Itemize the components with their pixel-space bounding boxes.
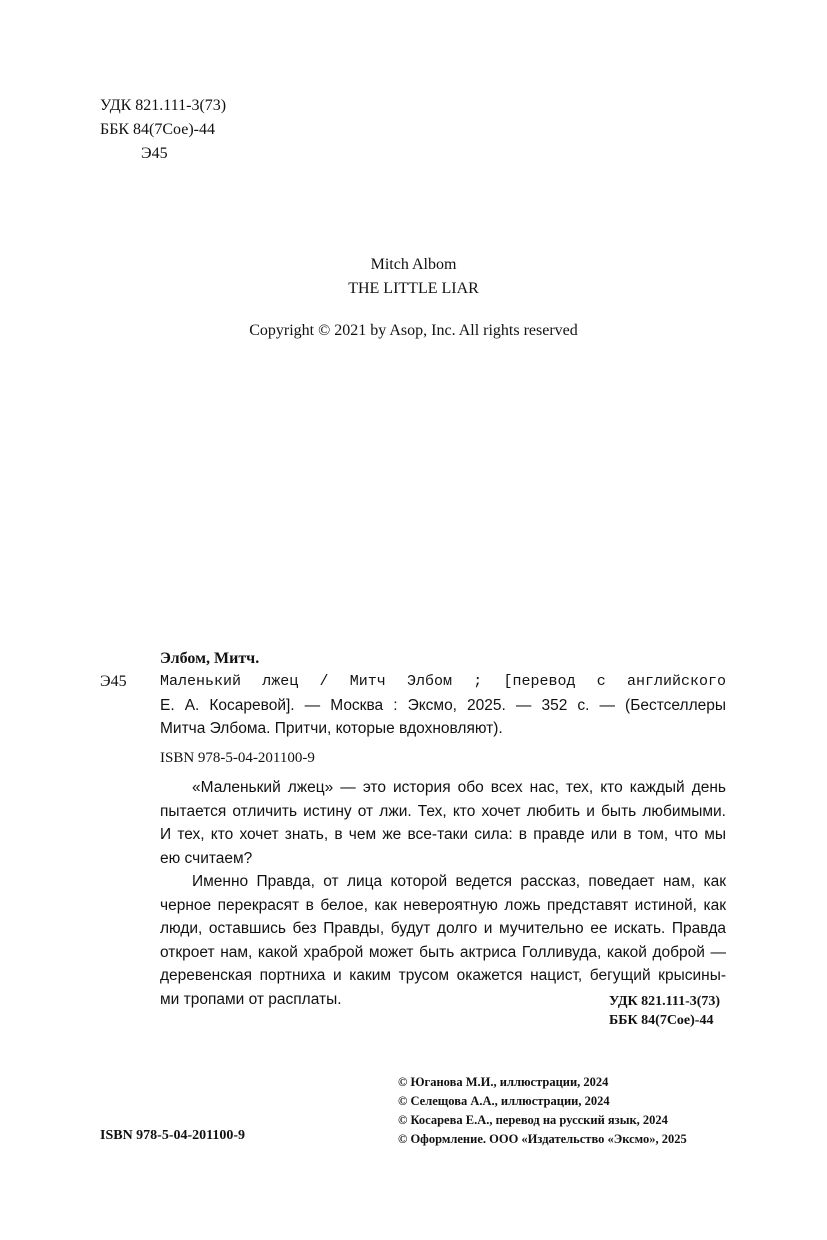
bib-line: Е. А. Косаревой]. — Москва : Эксмо, 2025. — 352 с. — (Бестселлеры bbox=[160, 696, 726, 714]
udk-code-bottom: УДК 821.111-3(73) bbox=[609, 994, 721, 1009]
original-copyright: Copyright © 2021 by Asop, Inc. All rights reserved bbox=[249, 322, 578, 339]
author-mark-top: Э45 bbox=[141, 145, 168, 162]
annotation-line: откроет нам, какой храброй может быть актриса Голливуда, какой доброй — bbox=[160, 943, 726, 961]
annotation-line: «Маленький лжец» — это история обо всех нас, тех, кто каждый день bbox=[192, 779, 726, 796]
annotation-line: черное перекрасят в белое, как невероятную ложь представят истиной, как bbox=[160, 896, 726, 914]
copyright-line: © Юганова М.И., иллюстрации, 2024 bbox=[398, 1075, 609, 1089]
annotation-paragraph-2 bbox=[160, 870, 726, 1011]
copyright-line: © Оформление. ООО «Издательство «Эксмо», 2025 bbox=[398, 1132, 687, 1146]
author-heading: Элбом, Митч. bbox=[160, 650, 260, 667]
isbn-record: ISBN 978-5-04-201100-9 bbox=[160, 750, 315, 766]
bibliographic-description bbox=[160, 670, 726, 741]
bbk-code-bottom: ББК 84(7Сое)-44 bbox=[609, 1013, 714, 1028]
copyright-list bbox=[398, 1073, 687, 1149]
annotation-line: люди, оставшись без Правды, будут долго и мучительно ее искать. Правда bbox=[160, 920, 726, 937]
original-author: Mitch Albom bbox=[370, 256, 457, 273]
annotation-line: Именно Правда, от лица которой ведется рассказ, поведает нам, как bbox=[192, 873, 726, 890]
annotation-line: деревенская портниха и каким трусом окажется нацист, бегущий крысины- bbox=[160, 967, 726, 984]
annotation-paragraph-1 bbox=[160, 776, 726, 870]
annotation-line: ми тропами от расплаты. bbox=[160, 990, 342, 1008]
isbn-footer: ISBN 978-5-04-201100-9 bbox=[100, 1128, 246, 1143]
author-mark: Э45 bbox=[100, 673, 127, 690]
udk-code-top: УДК 821.111-3(73) bbox=[100, 97, 227, 114]
copyright-line: © Косарева Е.А., перевод на русский язык, 2024 bbox=[398, 1113, 668, 1127]
bib-line: Митча Элбома. Притчи, которые вдохновляют). bbox=[160, 720, 503, 737]
annotation-line: пытается отличить истину от лжи. Тех, кто хочет любить и быть любимыми. bbox=[160, 802, 726, 820]
annotation-line: И тех, кто хочет знать, в чем же все-таки сила: в правде или в том, что мы bbox=[160, 826, 726, 843]
copyright-line: © Селещова А.А., иллюстрации, 2024 bbox=[398, 1094, 610, 1108]
bbk-code-top: ББК 84(7Сое)-44 bbox=[100, 121, 215, 138]
original-title: THE LITTLE LIAR bbox=[348, 280, 479, 297]
bib-line: Маленький лжец / Митч Элбом ; [перевод с английского bbox=[160, 673, 726, 690]
annotation-line: ею считаем? bbox=[160, 849, 253, 867]
